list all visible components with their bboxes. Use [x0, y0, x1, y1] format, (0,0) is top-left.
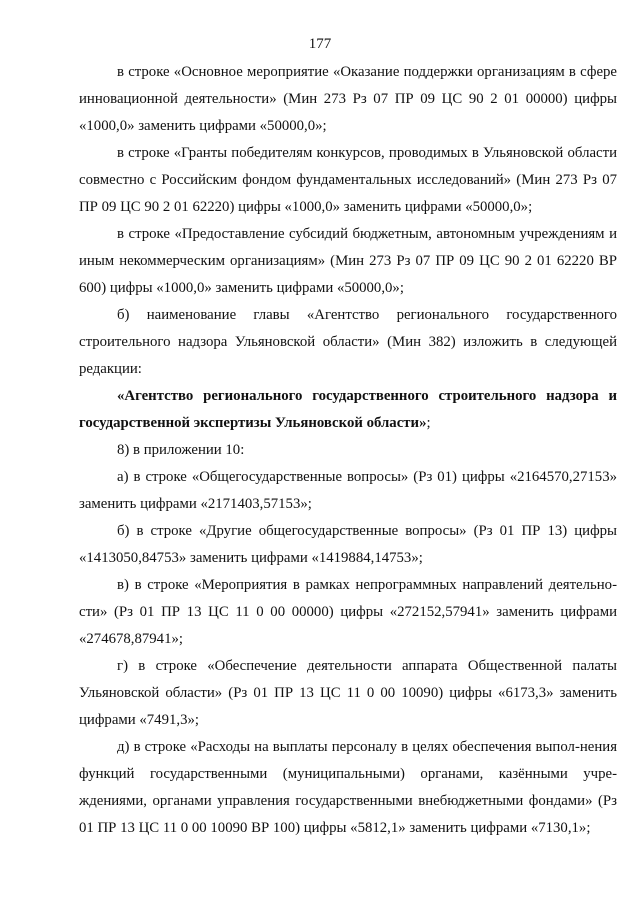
- paragraph-grants: в строке «Гранты победителям конкурсов, проводимых в Ульяновской области совместно с Российским фондом фундаментальных исследований» (Мин 273 Рз 07 ПР 09 ЦС 90 2 01 62220) цифры «1000,0» заменить цифрами «50000,0»;: [79, 145, 617, 215]
- paragraph-appendix-10: 8) в приложении 10:: [117, 442, 245, 458]
- new-agency-name-punct: ;: [426, 415, 431, 431]
- paragraph-subsidies: в строке «Предоставление субсидий бюджетным, автономным учреждениям и иным некоммерческим организациям» (Мин 273 Рз 07 ПР 09 ЦС 90 2 01 62220 ВР 600) цифры «1000,0» заменить цифрами «50000,0»;: [79, 226, 617, 296]
- new-agency-name: «Агентство регионального государственного строительного надзора и государственной экспертизы Ульяновской области»: [79, 388, 617, 431]
- paragraph-innovation-support: в строке «Основное мероприятие «Оказание поддержки организациям в сфере инновационной деятельности» (Мин 273 Рз 07 ПР 09 ЦС 90 2 01 00000) цифры «1000,0» заменить цифрами «50000,0»;: [79, 64, 617, 134]
- paragraph-agency-rename: б) наименование главы «Агентство регионального государственного строительного надзора Ульяновской области» (Мин 382) изложить в следующей редакции:: [79, 307, 617, 377]
- page-number: 177: [308, 36, 332, 52]
- paragraph-item-v: в) в строке «Мероприятия в рамках непрограммных направлений деятельно-сти» (Рз 01 ПР 13 ЦС 11 0 00 00000) цифры «272152,57941» заменить цифрами «274678,87941»;: [79, 577, 617, 647]
- paragraph-new-agency-name: [79, 383, 617, 437]
- paragraph-item-d: д) в строке «Расходы на выплаты персоналу в целях обеспечения выпол-нения функций государственными (муниципальными) органами, казёнными учре-ждениями, органами управления государственными внебюджетными фондами» (Рз 01 ПР 13 ЦС 11 0 00 10090 ВР 100) цифры «5812,1» заменить цифрами «7130,1»;: [79, 739, 617, 836]
- paragraph-item-b: б) в строке «Другие общегосударственные вопросы» (Рз 01 ПР 13) цифры «1413050,84753» заменить цифрами «1419884,14753»;: [79, 523, 617, 566]
- paragraph-item-g: г) в строке «Обеспечение деятельности аппарата Общественной палаты Ульяновской области» (Рз 01 ПР 13 ЦС 11 0 00 10090) цифры «6173,3» заменить цифрами «7491,3»;: [79, 658, 617, 728]
- paragraph-item-a: а) в строке «Общегосударственные вопросы» (Рз 01) цифры «2164570,27153» заменить цифрами «2171403,57153»;: [79, 469, 617, 512]
- document-body: [79, 59, 617, 842]
